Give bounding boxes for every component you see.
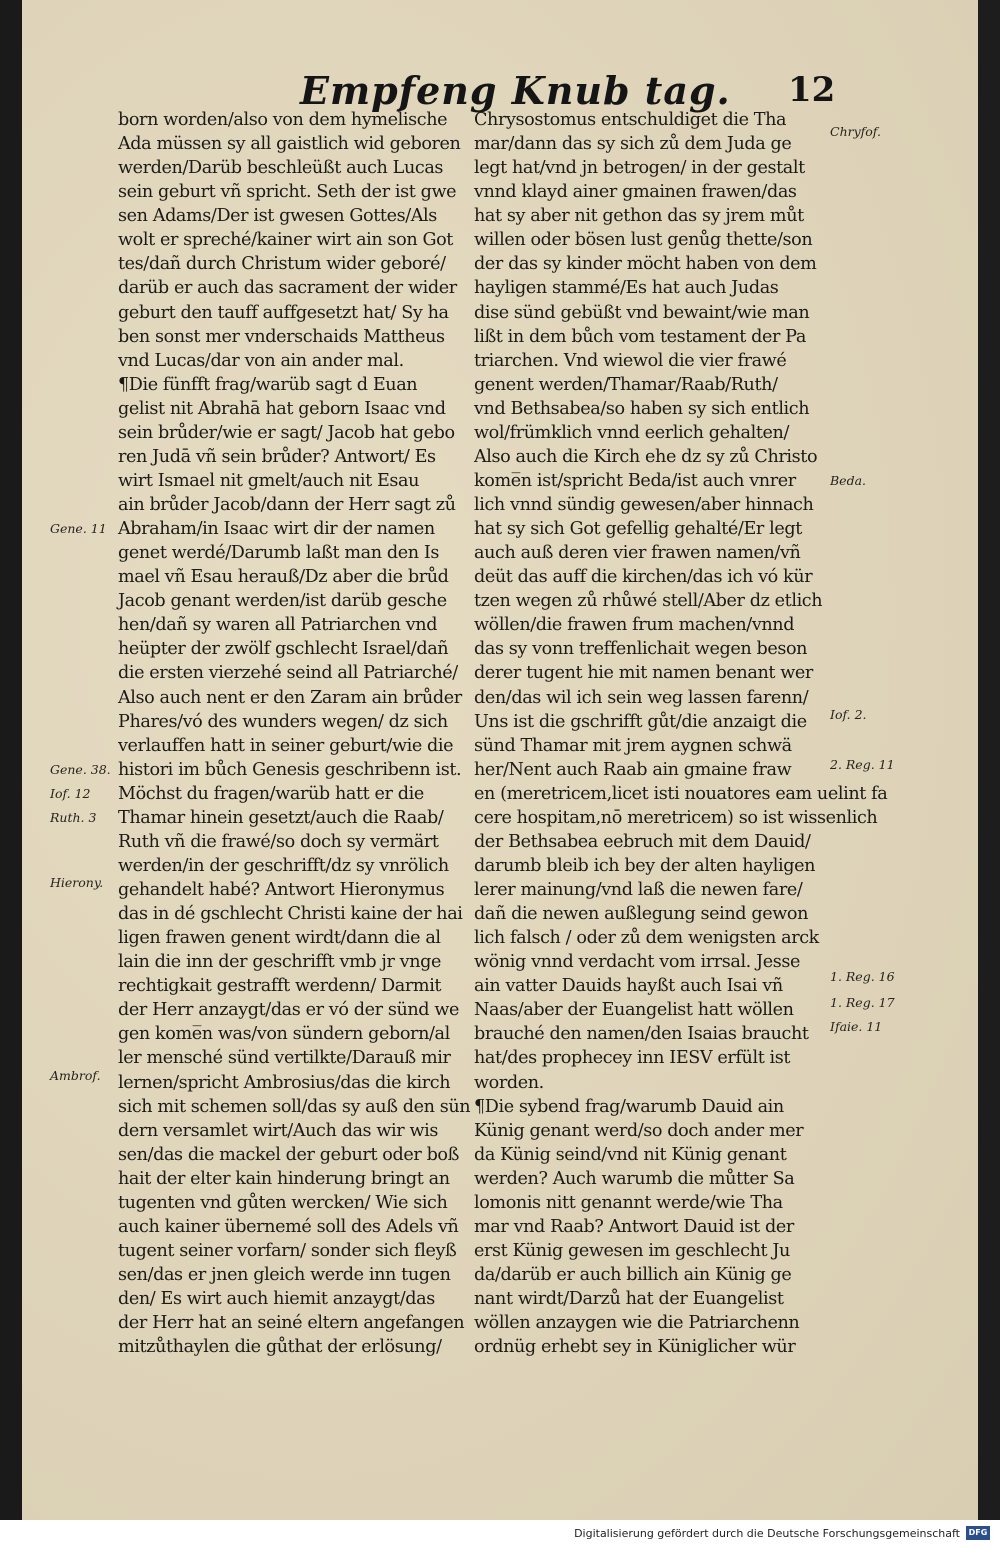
text-line: hat sy sich Got gefellig gehalté/Er legt <box>474 519 802 540</box>
text-line: der Bethsabea eebruch mit dem Dauid/ <box>474 831 811 852</box>
text-line: lich vnnd sündig gewesen/aber hinnach <box>474 495 814 515</box>
text-line: hat/des prophecey inn IESV erfült ist <box>474 1048 791 1069</box>
text-line: dise sünd gebüßt vnd bewaint/wie man <box>474 302 810 323</box>
margin-note: Gene. 38. <box>50 761 111 777</box>
text-line: hayligen stammé/Es hat auch Judas <box>474 278 779 299</box>
text-line: erst Künig gewesen im geschlecht Ju <box>474 1240 790 1261</box>
text-line: hen/dañ sy waren all Patriarchen vnd <box>118 615 438 636</box>
text-line: da Künig seind/vnd nit Künig genant <box>474 1144 787 1165</box>
text-line: Möchst du fragen/warüb hatt er die <box>118 783 424 804</box>
text-line: sein brůder/wie er sagt/ Jacob hat gebo <box>118 422 455 443</box>
text-line: sen/das die mackel der geburt oder boß <box>118 1144 459 1165</box>
text-line: ¶Die fünfft frag/warüb sagt d Euan <box>118 374 418 395</box>
margin-note: Ruth. 3 <box>50 810 97 826</box>
text-line: kome̅n ist/spricht Beda/ist auch vnrer <box>474 470 796 491</box>
text-line: Ruth vñ die frawé/so doch sy vermärt <box>118 831 439 852</box>
text-line: vnnd klayd ainer gmainen frawen/das <box>474 182 797 203</box>
margin-note: Chryfof. <box>830 124 881 140</box>
text-line: wolt er spreché/kainer wirt ain son Got <box>118 230 453 251</box>
text-line: ordnüg erhebt sey in Küniglicher wür <box>474 1337 796 1358</box>
footer-bar <box>0 1520 1000 1548</box>
text-line: auch auß deren vier frawen namen/vñ <box>474 543 801 564</box>
running-header: Empfeng Knub tag. <box>300 68 731 113</box>
text-line: sen/das er jnen gleich werde inn tugen <box>118 1265 451 1285</box>
text-line: geburt den tauff auffgesetzt hat/ Sy ha <box>118 302 449 323</box>
text-line: mar/dann das sy sich zů dem Juda ge <box>474 134 792 155</box>
text-line: vnd Bethsabea/so haben sy sich entlich <box>474 398 810 419</box>
text-line: ain vatter Dauids hayßt auch Isai vñ <box>474 976 783 997</box>
text-line: willen oder bösen lust genůg thette/son <box>474 230 813 251</box>
text-line: wol/frümklich vnnd eerlich gehalten/ <box>474 422 790 443</box>
text-line: tes/dañ durch Christum wider geboré/ <box>118 254 446 275</box>
text-line: sen Adams/Der ist gwesen Gottes/Als <box>118 206 437 227</box>
margin-note: Gene. 11 <box>50 521 107 537</box>
margin-note: Ifaie. 11 <box>830 1019 883 1035</box>
text-line: darumb bleib ich bey der alten hayligen <box>474 855 816 876</box>
text-line: hait der elter kain hinderung bringt an <box>118 1168 450 1189</box>
text-line: wirt Ismael nit gmelt/auch nit Esau <box>118 470 420 491</box>
text-line: genet werdé/Darumb laßt man den Is <box>118 543 440 564</box>
text-line: Phares/vó des wunders wegen/ dz sich <box>118 711 448 732</box>
text-line: der Herr anzaygt/das er vó der sünd we <box>118 1000 460 1021</box>
scan-border-right <box>978 0 1000 1520</box>
text-line: gen kome̅n was/von sündern geborn/al <box>118 1024 450 1045</box>
text-line: heüpter der zwölf gschlecht Israel/dañ <box>118 639 449 660</box>
text-line: Also auch die Kirch ehe dz sy zů Christo <box>474 446 818 467</box>
margin-note: Ambrof. <box>50 1067 101 1083</box>
text-line: Ada müssen sy all gaistlich wid geboren <box>118 134 461 155</box>
text-line: ligen frawen genent wirdt/dann die al <box>118 928 441 949</box>
text-line: tzen wegen zů rhůwé stell/Aber dz etlich <box>474 591 823 612</box>
text-line: wöllen anzaygen wie die Patriarchenn <box>474 1313 800 1334</box>
margin-note: Hierony. <box>50 875 104 891</box>
text-line: ain brůder Jacob/dann der Herr sagt zů <box>118 495 456 515</box>
text-line: lain die inn der geschrifft vmb jr vnge <box>118 952 442 973</box>
text-line: werden? Auch warumb die můtter Sa <box>474 1168 795 1189</box>
margin-note: Iof. 12 <box>50 785 91 801</box>
margin-note: Iof. 2. <box>830 706 867 722</box>
text-line: rechtigkait gestrafft werdenn/ Darmit <box>118 976 442 997</box>
text-line: mitzůthaylen die gůthat der erlösung/ <box>118 1337 442 1358</box>
text-line: lernen/spricht Ambrosius/das die kirch <box>118 1072 451 1093</box>
text-line: da/darüb er auch billich ain Künig ge <box>474 1265 792 1285</box>
text-line: Uns ist die gschrifft gůt/die anzaigt die <box>474 711 807 732</box>
text-line: lich falsch / oder zů dem wenigsten arck <box>474 928 819 949</box>
text-line: dañ die newen außlegung seind gewon <box>474 904 809 925</box>
text-line: verlauffen hatt in seiner geburt/wie die <box>118 735 454 756</box>
text-line: sich mit schemen soll/das sy auß den sün <box>118 1096 471 1117</box>
dfg-logo: DFG <box>966 1526 990 1540</box>
margin-note: 1. Reg. 16 <box>830 968 895 984</box>
text-line: en (meretricem,licet isti nouatores eam uelint fa <box>474 783 888 804</box>
text-line: hat sy aber nit gethon das sy jrem můt <box>474 206 804 227</box>
text-line: Naas/aber der Euangelist hatt wöllen <box>474 1000 794 1021</box>
text-line: gelist nit Abrahā hat geborn Isaac vnd <box>118 398 446 419</box>
text-line: her/Nent auch Raab ain gmaine fraw <box>474 759 792 780</box>
text-line: sünd Thamar mit jrem aygnen schwä <box>474 735 792 756</box>
text-line: triarchen. Vnd wiewol die vier frawé <box>474 350 787 371</box>
text-line: mael vñ Esau herauß/Dz aber die brůd <box>118 567 449 588</box>
text-line: born worden/also von dem hymelische <box>118 110 448 130</box>
text-line: cere hospitam,nō meretricem) so ist wissenlich <box>474 807 878 828</box>
text-line: die ersten vierzehé seind all Patriarché/ <box>118 663 458 684</box>
footer-credit: Digitalisierung gefördert durch die Deutsche Forschungsgemeinschaft <box>574 1527 960 1540</box>
text-line: derer tugent hie mit namen benant wer <box>474 663 813 684</box>
text-line: deüt das auff die kirchen/das ich vó kür <box>474 567 813 588</box>
text-line: genent werden/Thamar/Raab/Ruth/ <box>474 374 778 395</box>
text-line: das in dé gschlecht Christi kaine der hai <box>118 904 463 925</box>
text-line: der das sy kinder möcht haben von dem <box>474 254 817 275</box>
text-line: Thamar hinein gesetzt/auch die Raab/ <box>118 807 444 828</box>
text-line: ler mensché sünd vertilkte/Darauß mir <box>118 1048 451 1069</box>
text-line: ben sonst mer vnderschaids Mattheus <box>118 326 445 347</box>
scan-border-left <box>0 0 22 1548</box>
text-line: darüb er auch das sacrament der wider <box>118 278 457 299</box>
text-line: worden. <box>474 1072 544 1093</box>
text-line: tugent seiner vorfarn/ sonder sich fleyß <box>118 1240 457 1261</box>
text-line: vnd Lucas/dar von ain ander mal. <box>118 350 404 371</box>
text-line: sein geburt vñ spricht. Seth der ist gwe <box>118 182 457 203</box>
text-line: dern versamlet wirt/Auch das wir wis <box>118 1120 438 1141</box>
text-line: ¶Die sybend frag/warumb Dauid ain <box>474 1096 784 1117</box>
text-line: histori im bůch Genesis geschribenn ist. <box>118 759 462 780</box>
text-line: Abraham/in Isaac wirt dir der namen <box>118 519 435 540</box>
text-line: werden/in der geschrifft/dz sy vnrölich <box>118 855 449 876</box>
text-line: brauché den namen/den Isaias braucht <box>474 1024 809 1045</box>
text-line: nant wirdt/Darzů hat der Euangelist <box>474 1289 784 1310</box>
text-line: Chrysostomus entschuldiget die Tha <box>474 110 787 130</box>
text-line: Also auch nent er den Zaram ain brůder <box>118 687 462 708</box>
text-line: gehandelt habé? Antwort Hieronymus <box>118 880 445 900</box>
text-line: den/ Es wirt auch hiemit anzaygt/das <box>118 1289 435 1310</box>
text-line: Künig genant werd/so doch ander mer <box>474 1120 804 1141</box>
text-line: legt hat/vnd jn betrogen/ in der gestalt <box>474 158 805 179</box>
text-line: lißt in dem bůch vom testament der Pa <box>474 326 806 347</box>
margin-note: 2. Reg. 11 <box>830 757 895 773</box>
text-line: wöllen/die frawen frum machen/vnnd <box>474 615 795 636</box>
margin-note: Beda. <box>830 473 867 489</box>
text-line: mar vnd Raab? Antwort Dauid ist der <box>474 1216 794 1237</box>
text-line: wönig vnnd verdacht vom irrsal. Jesse <box>474 952 801 973</box>
text-line: lerer mainung/vnd laß die newen fare/ <box>474 880 803 900</box>
text-line: ren Judā vñ sein brůder? Antwort/ Es <box>118 446 436 467</box>
text-line: den/das wil ich sein weg lassen farenn/ <box>474 687 809 708</box>
text-line: das sy vonn treffenlichait wegen beson <box>474 639 808 660</box>
text-line: lomonis nitt genannt werde/wie Tha <box>474 1192 783 1213</box>
text-line: tugenten vnd gůten wercken/ Wie sich <box>118 1192 448 1213</box>
page-number: 12 <box>788 70 836 110</box>
text-line: Jacob genant werden/ist darüb gesche <box>118 591 447 612</box>
text-line: werden/Darüb beschleüßt auch Lucas <box>118 158 444 179</box>
margin-note: 1. Reg. 17 <box>830 995 895 1011</box>
text-line: der Herr hat an seiné eltern angefangen <box>118 1313 465 1334</box>
text-column-left <box>118 108 471 1359</box>
text-line: auch kainer übernemé soll des Adels vñ <box>118 1216 459 1237</box>
